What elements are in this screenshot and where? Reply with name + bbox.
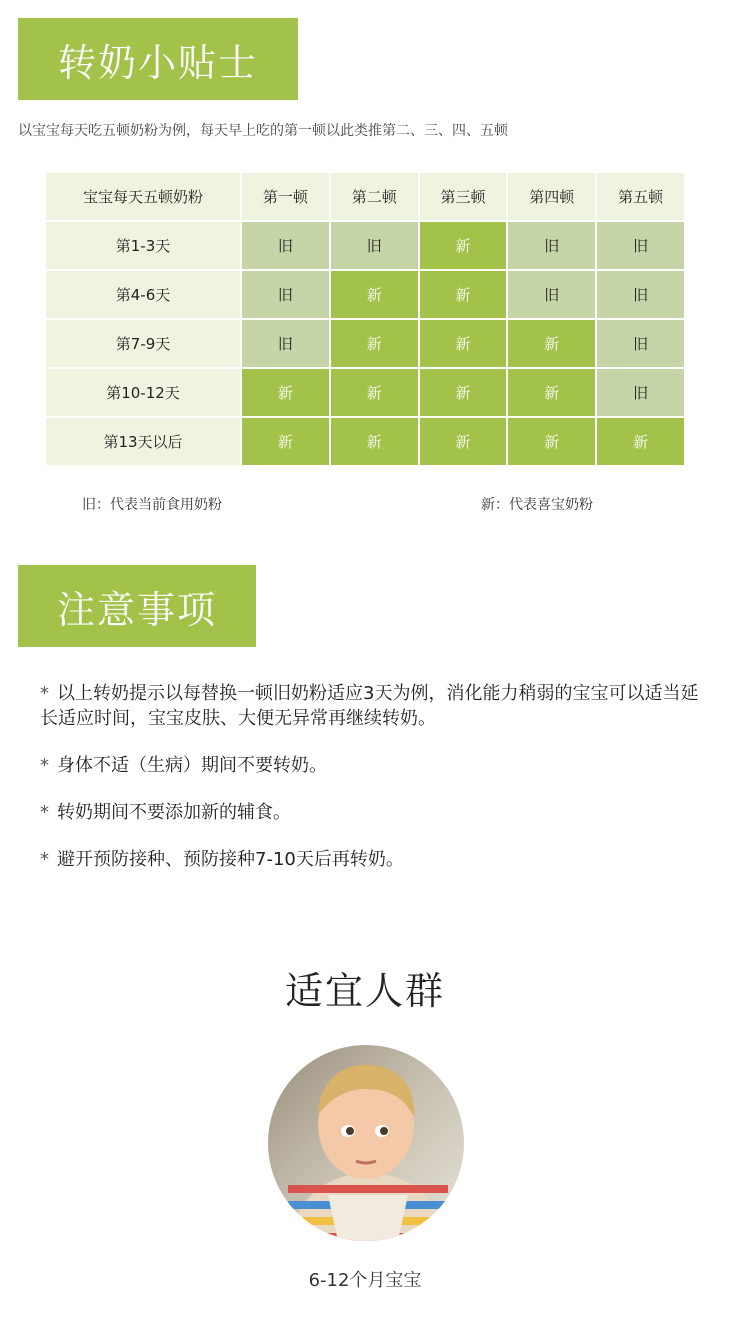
cell-new: 新 bbox=[420, 418, 507, 465]
notes-list bbox=[40, 681, 700, 894]
cell-old: 旧 bbox=[597, 320, 684, 367]
feeding-schedule-table bbox=[44, 171, 686, 467]
table-header-cell: 第一顿 bbox=[242, 173, 329, 220]
cell-new: 新 bbox=[242, 418, 329, 465]
note-item bbox=[40, 847, 700, 872]
cell-old: 旧 bbox=[242, 222, 329, 269]
row-label: 第1-3天 bbox=[46, 222, 240, 269]
table-row bbox=[46, 222, 684, 269]
tips-intro: 以宝宝每天吃五顿奶粉为例，每天早上吃的第一顿以此类推第二、三、四、五顿 bbox=[18, 123, 508, 139]
tips-banner bbox=[18, 18, 298, 100]
notes-banner bbox=[18, 565, 256, 647]
cell-new: 新 bbox=[508, 369, 595, 416]
cell-new: 新 bbox=[420, 369, 507, 416]
cell-old: 旧 bbox=[597, 369, 684, 416]
cell-new: 新 bbox=[508, 418, 595, 465]
audience-title: 适宜人群 bbox=[284, 969, 445, 1013]
cell-old: 旧 bbox=[331, 222, 418, 269]
cell-old: 旧 bbox=[597, 222, 684, 269]
cell-new: 新 bbox=[331, 418, 418, 465]
row-label: 第4-6天 bbox=[46, 271, 240, 318]
cell-new: 新 bbox=[508, 320, 595, 367]
cell-old: 旧 bbox=[597, 271, 684, 318]
note-text: 转奶期间不要添加新的辅食。 bbox=[57, 802, 291, 823]
table-header-cell: 第四顿 bbox=[508, 173, 595, 220]
table-row bbox=[46, 271, 684, 318]
table-header-cell: 第二顿 bbox=[331, 173, 418, 220]
note-item bbox=[40, 800, 700, 825]
cell-new: 新 bbox=[420, 320, 507, 367]
cell-old: 旧 bbox=[242, 320, 329, 367]
note-text: 身体不适（生病）期间不要转奶。 bbox=[57, 755, 327, 776]
note-item bbox=[40, 681, 700, 731]
cell-old: 旧 bbox=[508, 271, 595, 318]
note-text: 以上转奶提示以每替换一顿旧奶粉适应3天为例，消化能力稍弱的宝宝可以适当延长适应时间，宝宝皮肤、大便无异常再继续转奶。 bbox=[40, 683, 699, 729]
asterisk-icon: * bbox=[40, 683, 49, 704]
table-header-cell: 第五顿 bbox=[597, 173, 684, 220]
cell-old: 旧 bbox=[242, 271, 329, 318]
cell-new: 新 bbox=[420, 222, 507, 269]
asterisk-icon: * bbox=[40, 755, 49, 776]
table-row bbox=[46, 320, 684, 367]
cell-new: 新 bbox=[331, 369, 418, 416]
cell-new: 新 bbox=[242, 369, 329, 416]
cell-new: 新 bbox=[331, 271, 418, 318]
cell-new: 新 bbox=[331, 320, 418, 367]
notes-title: 注意事项 bbox=[56, 587, 217, 632]
tips-title: 转奶小贴士 bbox=[57, 40, 258, 85]
cell-new: 新 bbox=[597, 418, 684, 465]
table-row bbox=[46, 418, 684, 465]
note-item bbox=[40, 753, 700, 778]
asterisk-icon: * bbox=[40, 802, 49, 823]
cell-new: 新 bbox=[420, 271, 507, 318]
baby-photo bbox=[268, 1045, 464, 1241]
table-header-cell: 宝宝每天五顿奶粉 bbox=[46, 173, 240, 220]
baby-illustration bbox=[268, 1045, 464, 1241]
legend-new: 新：代表喜宝奶粉 bbox=[481, 497, 593, 513]
table-header-row bbox=[46, 173, 684, 220]
table-row bbox=[46, 369, 684, 416]
row-label: 第7-9天 bbox=[46, 320, 240, 367]
asterisk-icon: * bbox=[40, 849, 49, 870]
audience-caption: 6-12个月宝宝 bbox=[308, 1270, 422, 1291]
table-header-cell: 第三顿 bbox=[420, 173, 507, 220]
legend-old: 旧：代表当前食用奶粉 bbox=[82, 497, 222, 513]
note-text: 避开预防接种、预防接种7-10天后再转奶。 bbox=[57, 849, 404, 870]
row-label: 第10-12天 bbox=[46, 369, 240, 416]
cell-old: 旧 bbox=[508, 222, 595, 269]
row-label: 第13天以后 bbox=[46, 418, 240, 465]
